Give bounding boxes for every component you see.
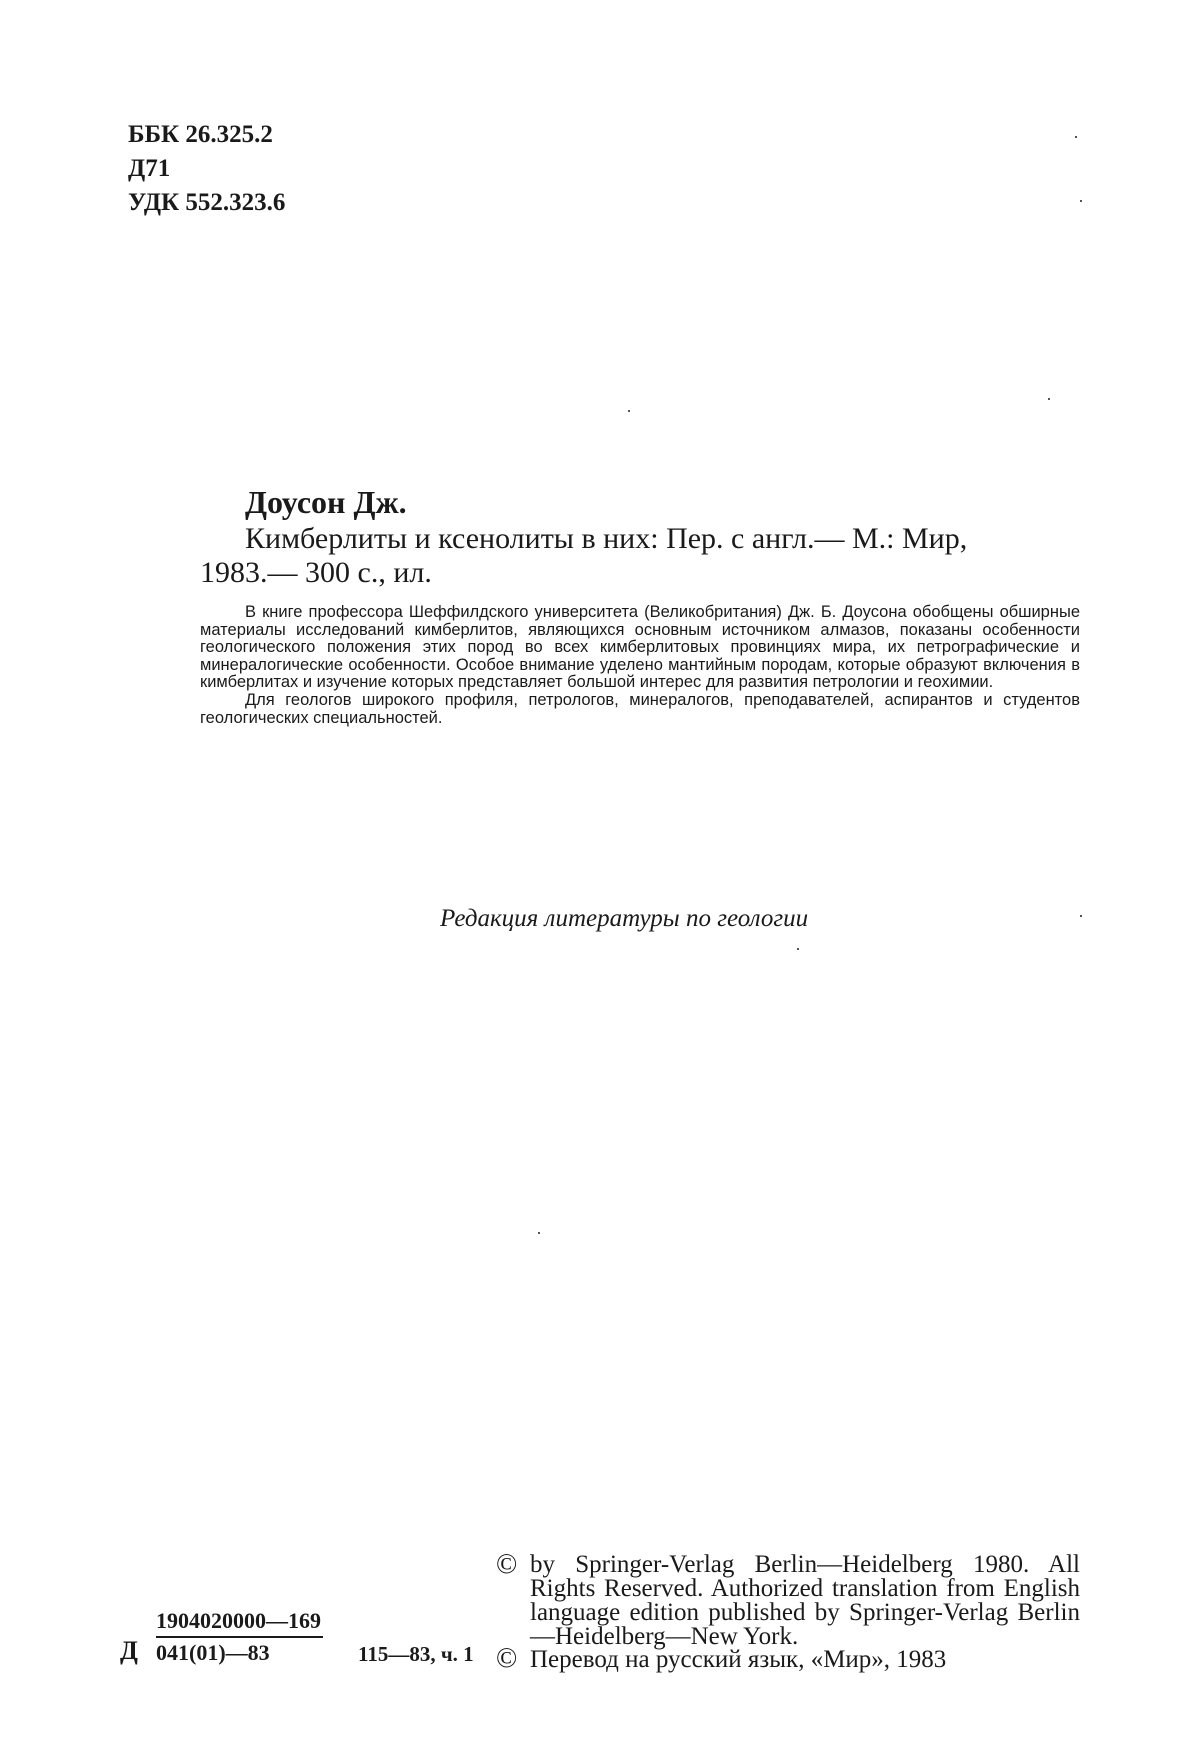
udk-code: УДК 552.323.6: [128, 189, 286, 216]
bbk-code: ББК 26.325.2: [128, 121, 273, 148]
annotation-paragraph-audience: Для геологов широкого профиля, петрологов, минералогов, преподавателей, аспирантов и студентов геологических специальностей.: [200, 690, 1080, 727]
translation-copyright-text: Перевод на русский язык, «Мир», 1983: [530, 1646, 947, 1673]
scan-speck: [538, 1232, 540, 1234]
scan-speck: [1075, 136, 1077, 138]
bibliographic-description: [200, 482, 1081, 727]
publisher-code-numerator: 1904020000—169: [156, 1608, 323, 1638]
author-mark-code: Д71: [128, 155, 171, 182]
publisher-code-letter: Д: [120, 1636, 138, 1665]
publication-info: 1983.— 300 с., ил.: [200, 556, 432, 589]
annotation: [200, 604, 1080, 727]
publisher-code-fraction: [156, 1608, 323, 1666]
scan-speck: [628, 410, 630, 412]
publisher-code-tail: 115—83, ч. 1: [358, 1642, 474, 1666]
book-title: Кимберлиты и ксенолиты в них: Пер. с англ.— М.: Мир,: [245, 522, 968, 555]
scan-speck: [1080, 915, 1082, 917]
copyright-icon: ©: [496, 1549, 518, 1580]
scan-speck: [797, 948, 799, 950]
scan-speck: [1048, 398, 1050, 400]
copyright-block: [496, 1549, 1080, 1650]
translation-copyright: [496, 1643, 947, 1675]
publisher-code-denominator: 041(01)—83: [156, 1640, 270, 1665]
author-name: Доусон Дж.: [245, 484, 407, 520]
copyright-text: by Springer-Verlag Berlin—Heidelberg 1980. All Rights Reserved. Authorized translation from English language edition published by Springer-Verlag Berlin—Heidelberg—New York.: [530, 1551, 1080, 1650]
annotation-paragraph: В книге профессора Шеффилдского университета (Великобритания) Дж. Б. Доусона обобщены обширные материалы исследований кимберлитов, являющихся основным источником алмазов, показаны особенности геологического положения этих пород во всех кимберлитовых провинциях мира, их петрографические и минералогические особенности. Особое внимание уделено мантийным породам, которые образуют включения в кимберлитах и изучение которых представляет большой интерес для развития петрологии и геохимии.: [200, 603, 1080, 692]
classification-block: [128, 118, 285, 220]
copyright-icon: ©: [496, 1643, 518, 1674]
scan-speck: [1080, 200, 1082, 202]
editorial-department: Редакция литературы по геологии: [440, 905, 809, 932]
